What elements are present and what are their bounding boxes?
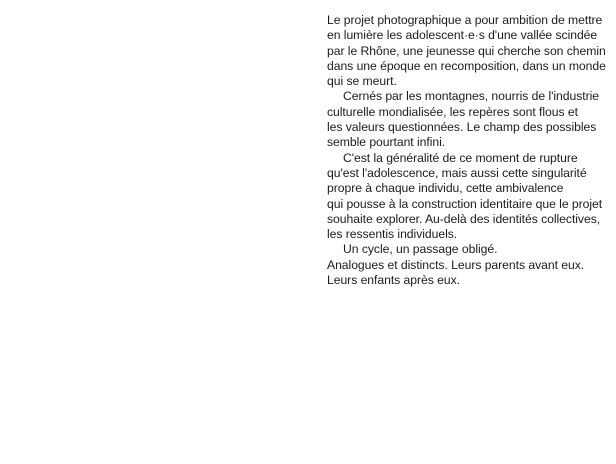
text-line: qui se meurt. [327,74,397,89]
paragraph-3 [327,151,613,243]
text-line: Le projet photographique a pour ambition de mettre [327,13,603,27]
text-line: les ressentis individuels. [327,227,458,242]
text-line: dans une époque en recomposition, dans un monde [327,58,606,73]
paragraph-4 [327,242,613,288]
body-text [327,13,613,288]
text-line: en lumière les adolescent·e·s d'une vallée scindée [327,28,598,43]
text-line: propre à chaque individu, cette ambivalence [327,181,564,196]
text-line: Analogues et distincts. Leurs parents avant eux. [327,257,585,272]
text-line: Leurs enfants après eux. [327,273,460,288]
text-line: C'est la généralité de ce moment de rupture [343,150,578,165]
text-line: par le Rhône, une jeunesse qui cherche son chemin [327,43,606,58]
text-line: qu'est l'adolescence, mais aussi cette singularité [327,165,587,180]
text-line: semble pourtant infini. [327,135,446,150]
text-line: culturelle mondialisée, les repères sont flous et [327,104,578,119]
text-line: qui pousse à la construction identitaire que le projet [327,196,603,211]
text-line: souhaite explorer. Au-delà des identités collectives, [327,211,601,226]
text-line: Cernés par les montagnes, nourris de l'industrie [343,89,599,104]
text-line: les valeurs questionnées. Le champ des possibles [327,120,597,135]
paragraph-2 [327,89,613,150]
text-line: Un cycle, un passage obligé. [343,242,498,257]
paragraph-1 [327,13,613,89]
